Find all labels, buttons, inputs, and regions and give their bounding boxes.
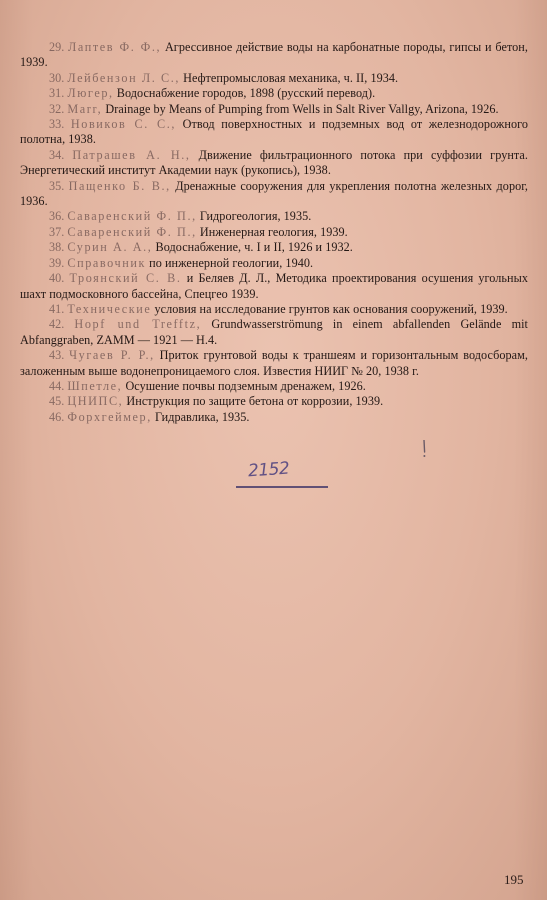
reference-text: по инженерной геологии, 1940. <box>146 255 314 270</box>
reference-text: Водоснабжение, ч. I и II, 1926 и 1932. <box>152 240 353 255</box>
reference-item <box>20 256 528 271</box>
reference-number: 41. <box>49 301 65 316</box>
reference-author: Саваренский Ф. П., <box>67 224 197 239</box>
reference-number: 42. <box>49 317 65 332</box>
reference-text: Водоснабжение городов, 1898 (русский перевод). <box>113 86 376 101</box>
reference-text: и Беляев Д. Л., Методика проектирования осушения угольных шахт подмосковного бассейна, Спецгео 1939. <box>20 271 528 301</box>
reference-number: 43. <box>49 348 65 363</box>
reference-number: 46. <box>49 409 65 424</box>
reference-author: Чугаев Р. Р., <box>69 348 155 363</box>
reference-text: Приток грунтовой воды к траншеям и горизонтальным водосборам, заложенным выше водонепроницаемого слоя. Известия НИИГ № 20, 1938 г. <box>20 348 528 378</box>
reference-text: Нефтепромысловая механика, ч. II, 1934. <box>180 70 399 85</box>
reference-number: 32. <box>49 101 65 116</box>
reference-item <box>20 102 528 117</box>
reference-list <box>20 40 528 425</box>
reference-number: 34. <box>49 147 65 162</box>
library-stamp <box>236 458 328 492</box>
reference-number: 45. <box>49 394 65 409</box>
reference-author: Люгер, <box>67 86 114 101</box>
reference-author: Лаптев Ф. Ф., <box>68 40 162 54</box>
reference-item <box>20 410 528 425</box>
reference-number: 44. <box>49 378 65 393</box>
reference-text: Drainage by Means of Pumping from Wells in Salt River Vallgy, Arizona, 1926. <box>102 101 499 116</box>
reference-author: ЦНИПС, <box>67 394 124 409</box>
reference-text: Гидрогеология, 1935. <box>196 209 312 224</box>
reference-number: 33. <box>49 117 65 132</box>
reference-item <box>20 379 528 394</box>
reference-text: Осушение почвы подземным дренажем, 1926. <box>122 378 366 393</box>
reference-author: Шпетле, <box>67 378 123 393</box>
reference-item <box>20 271 528 302</box>
reference-author: Новиков С. С., <box>70 117 177 132</box>
reference-number: 38. <box>49 240 65 255</box>
reference-author: Форхгеймер, <box>67 409 152 424</box>
reference-number: 39. <box>49 255 65 270</box>
reference-number: 29. <box>49 40 65 54</box>
reference-author: Лейбензон Л. С., <box>67 70 181 85</box>
reference-text: Движение фильтрационного потока при суффозии грунта. Энергетический институт Академии наук (рукопись), 1938. <box>20 147 528 178</box>
reference-item <box>20 348 528 379</box>
reference-text: Дренажные сооружения для укрепления полотна железных дорог, 1936. <box>20 178 529 209</box>
reference-text: Инструкция по защите бетона от коррозии, 1939. <box>123 394 384 409</box>
reference-item <box>20 148 528 179</box>
reference-item <box>20 302 528 317</box>
reference-text: Инженерная геология, 1939. <box>196 224 348 239</box>
reference-text: Гидравлика, 1935. <box>151 409 250 424</box>
reference-author: Технические <box>67 301 152 316</box>
reference-number: 35. <box>49 178 65 193</box>
reference-author: Marr, <box>67 101 103 116</box>
reference-item <box>20 40 528 71</box>
reference-author: Саваренский Ф. П., <box>67 209 197 224</box>
reference-number: 31. <box>49 86 65 101</box>
reference-item <box>20 71 528 86</box>
reference-text: Отвод поверхностных и подземных вод от железнодорожного полотна, 1938. <box>20 117 528 147</box>
reference-item <box>20 225 528 240</box>
reference-author: Патрашев А. Н., <box>72 147 191 162</box>
reference-item <box>20 240 528 255</box>
reference-item <box>20 179 528 210</box>
reference-author: Справочник <box>67 255 147 270</box>
pencil-mark-icon <box>422 440 426 458</box>
reference-author: Пащенко Б. В., <box>68 178 171 193</box>
reference-item <box>20 117 528 148</box>
stamp-number: 2152 <box>247 458 290 482</box>
reference-author: Троянский С. В. <box>69 271 182 286</box>
reference-number: 40. <box>49 271 65 286</box>
stamp-underline <box>236 486 328 488</box>
reference-number: 36. <box>49 209 65 224</box>
reference-number: 30. <box>49 70 65 85</box>
page-number: 195 <box>504 872 524 887</box>
reference-text: Grundwasserströmung in einem abfallenden Gelände mit Abfanggraben, ZAMM — 1921 — H.4. <box>20 317 528 347</box>
reference-item <box>20 394 528 409</box>
reference-item <box>20 317 528 348</box>
reference-item <box>20 86 528 101</box>
reference-text: Агрессивное действие воды на карбонатные породы, гипсы и бетон, 1939. <box>20 40 528 70</box>
reference-author: Hopf und Trefftz, <box>74 317 202 332</box>
reference-author: Сурин А. А., <box>67 240 153 255</box>
reference-number: 37. <box>49 224 65 239</box>
reference-text: условия на исследование грунтов как основания сооружений, 1939. <box>151 301 508 316</box>
reference-item <box>20 209 528 224</box>
